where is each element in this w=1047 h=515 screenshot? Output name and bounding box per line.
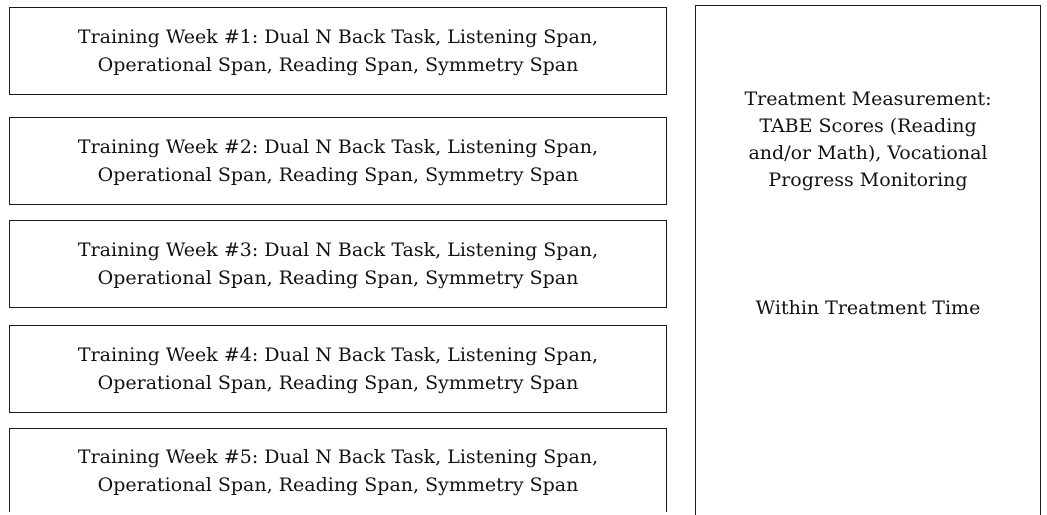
training-week-3-line2: Operational Span, Reading Span, Symmetry Span: [97, 267, 579, 289]
training-week-4-line1: Training Week #4: Dual N Back Task, Listening Span,: [77, 344, 599, 366]
training-week-2-line2: Operational Span, Reading Span, Symmetry Span: [97, 164, 579, 186]
training-week-5-box: [9, 428, 667, 512]
treatment-measurement-line2: TABE Scores (Reading: [759, 115, 977, 137]
treatment-measurement-box: [695, 5, 1041, 515]
training-week-5-line2: Operational Span, Reading Span, Symmetry Span: [97, 473, 579, 496]
within-treatment-time-label: [696, 295, 1040, 322]
training-week-2-box: [9, 117, 667, 205]
training-week-3-box: [9, 220, 667, 308]
training-week-4-line2: Operational Span, Reading Span, Symmetry Span: [97, 372, 579, 394]
training-week-1-line2: Operational Span, Reading Span, Symmetry Span: [97, 54, 579, 76]
treatment-measurement-text: [696, 86, 1040, 194]
training-week-5-line1: Training Week #5: Dual N Back Task, Listening Span,: [77, 445, 599, 468]
treatment-measurement-line3: and/or Math), Vocational: [748, 142, 988, 164]
within-treatment-time-text: Within Treatment Time: [755, 297, 981, 319]
training-week-2-line1: Training Week #2: Dual N Back Task, Listening Span,: [77, 136, 599, 158]
treatment-measurement-line1: Treatment Measurement:: [744, 88, 992, 110]
training-week-3-line1: Training Week #3: Dual N Back Task, Listening Span,: [77, 239, 599, 261]
training-week-1-box: [9, 7, 667, 95]
training-week-4-box: [9, 325, 667, 413]
treatment-measurement-line4: Progress Monitoring: [768, 169, 968, 191]
training-week-1-line1: Training Week #1: Dual N Back Task, Listening Span,: [77, 26, 599, 48]
